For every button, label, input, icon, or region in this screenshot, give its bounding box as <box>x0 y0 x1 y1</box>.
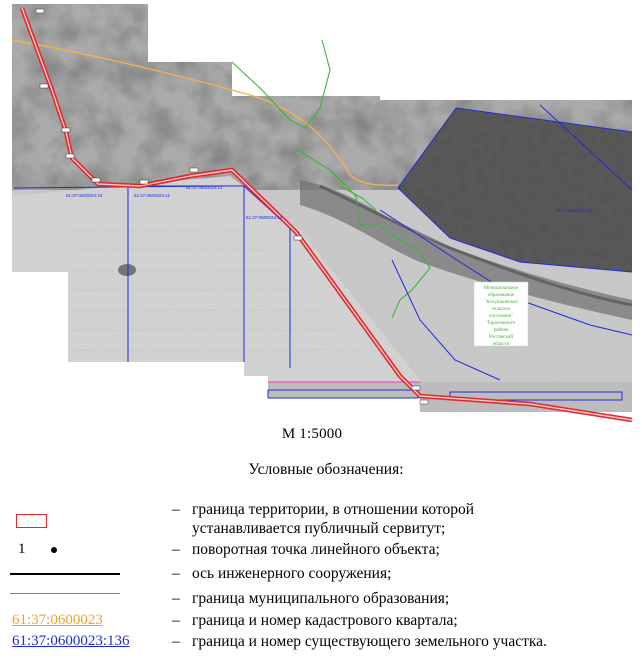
municipality-line: Ростовской <box>488 335 514 340</box>
parcel-label: 61:37:0600024:13 <box>246 215 283 220</box>
municipality-line: района <box>493 328 509 333</box>
scale-label: М 1:5000 <box>281 426 343 442</box>
legend-text: граница территории, в отношении которой <box>192 501 475 518</box>
municipality-line: области <box>492 342 510 347</box>
black-line-symbol <box>10 573 120 575</box>
legend-title: Условные обозначения: <box>248 461 404 478</box>
municipality-line: Тарасовского <box>486 321 516 326</box>
municipality-line: "Колушкинское <box>484 300 518 305</box>
municipality-line: образование <box>487 293 515 298</box>
municipality-line: поселение" <box>488 314 514 319</box>
legend-text: граница и номер кадастрового квартала; <box>192 612 458 629</box>
kvartal-code: 61:37:0600023 <box>12 612 103 628</box>
red-rectangle-symbol <box>16 514 47 528</box>
legend-text: поворотная точка линейного объекта; <box>192 541 440 558</box>
municipality-label <box>474 282 528 347</box>
municipality-line: сельское <box>491 307 511 312</box>
pink-line-symbol <box>10 593 120 594</box>
legend-text: устанавливается публичный сервитут; <box>192 520 446 537</box>
turning-point-number: 1 <box>18 541 26 557</box>
parcel-label: 61:37:0600024:11 <box>134 193 170 198</box>
parcel-label: 61:37:0600024:12 <box>186 185 223 190</box>
legend-text: граница муниципального образования; <box>192 590 450 607</box>
parcel-code: 61:37:0600023:136 <box>12 633 130 649</box>
parcel-label: 61:37:0600024:14 <box>556 208 593 213</box>
municipality-line: Муниципальное <box>483 286 519 291</box>
legend-text: граница и номер существующего земельного участка. <box>192 633 547 650</box>
turning-point-dot <box>51 547 57 553</box>
legend-text: ось инженерного сооружения; <box>192 565 392 582</box>
parcel-label: 61:37:0600024:10 <box>66 193 103 198</box>
